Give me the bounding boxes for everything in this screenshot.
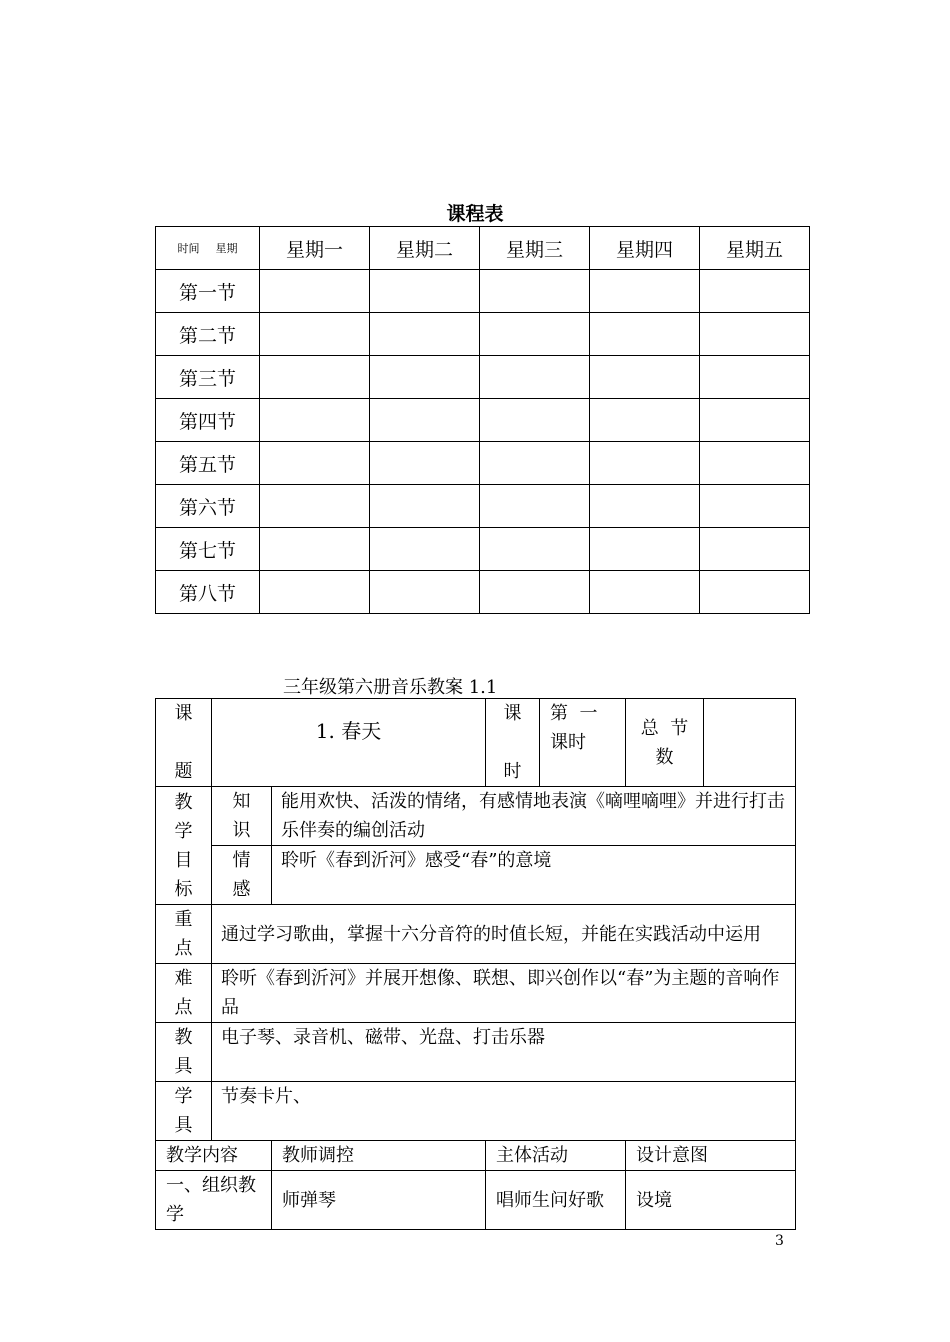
schedule-cell xyxy=(480,485,590,528)
schedule-cell xyxy=(700,356,810,399)
goals-label-char: 目 xyxy=(174,849,193,871)
schedule-row xyxy=(156,399,810,442)
difficult-label-char: 难 xyxy=(174,968,193,989)
schedule-cell xyxy=(480,442,590,485)
schedule-cell xyxy=(590,485,700,528)
schedule-row xyxy=(156,356,810,399)
period-label: 第七节 xyxy=(156,528,260,571)
schedule-cell xyxy=(590,270,700,313)
schedule-cell xyxy=(480,571,590,614)
schedule-header-row xyxy=(156,227,810,270)
goals-label xyxy=(156,787,212,905)
schedule-cell xyxy=(260,399,370,442)
schedule-cell xyxy=(370,571,480,614)
hours-label xyxy=(486,699,540,787)
schedule-row xyxy=(156,528,810,571)
goals-label-char: 标 xyxy=(174,878,193,900)
period-label: 第五节 xyxy=(156,442,260,485)
schedule-cell xyxy=(370,485,480,528)
activity-cell: 设境 xyxy=(626,1171,796,1230)
day-header: 星期三 xyxy=(480,227,590,270)
topic-row xyxy=(156,699,796,787)
activity-row xyxy=(156,1171,796,1230)
goals-knowledge-row xyxy=(156,787,796,846)
teacher-tools-text: 电子琴、录音机、磁带、光盘、打击乐器 xyxy=(212,1023,796,1082)
column-header: 设计意图 xyxy=(626,1141,796,1171)
schedule-row xyxy=(156,485,810,528)
activity-cell: 唱师生问好歌 xyxy=(486,1171,626,1230)
emotion-label-char: 感 xyxy=(232,879,251,900)
schedule-cell xyxy=(480,356,590,399)
schedule-cell xyxy=(480,399,590,442)
schedule-cell xyxy=(700,528,810,571)
student-tools-label-char: 学 xyxy=(174,1086,193,1107)
topic-label-char: 课 xyxy=(174,703,193,724)
schedule-cell xyxy=(480,313,590,356)
column-header: 教学内容 xyxy=(156,1141,272,1171)
schedule-row xyxy=(156,442,810,485)
hours-label-char: 时 xyxy=(503,761,522,782)
lesson-plan-table xyxy=(155,698,796,1230)
total-label-line2: 数 xyxy=(655,746,674,768)
schedule-cell xyxy=(480,528,590,571)
difficult-points-label xyxy=(156,964,212,1023)
hours-value-line1: 第 一 xyxy=(550,703,598,724)
period-label: 第六节 xyxy=(156,485,260,528)
schedule-row xyxy=(156,571,810,614)
goals-emotion-row xyxy=(156,846,796,905)
total-hours-label xyxy=(626,699,704,787)
lesson-title: 1. 春天 xyxy=(212,699,486,787)
corner-week-label: 星期 xyxy=(215,242,238,255)
schedule-cell xyxy=(590,399,700,442)
schedule-cell xyxy=(480,270,590,313)
schedule-row xyxy=(156,270,810,313)
spacer xyxy=(158,728,209,757)
teacher-tools-label-char: 教 xyxy=(174,1027,193,1048)
goals-label-char: 教 xyxy=(174,791,193,813)
schedule-cell xyxy=(700,442,810,485)
spacer xyxy=(488,728,537,757)
goals-label-char: 学 xyxy=(174,820,193,842)
student-tools-text: 节奏卡片、 xyxy=(212,1082,796,1141)
schedule-cell xyxy=(590,571,700,614)
hours-value xyxy=(540,699,626,787)
total-label-line1: 总 节 xyxy=(640,717,689,739)
emotion-label-char: 情 xyxy=(232,850,251,871)
schedule-cell xyxy=(260,442,370,485)
schedule-cell xyxy=(260,270,370,313)
knowledge-label-char: 知 xyxy=(232,791,251,812)
schedule-cell xyxy=(370,528,480,571)
schedule-cell xyxy=(260,571,370,614)
emotion-label xyxy=(212,846,272,905)
schedule-cell xyxy=(700,571,810,614)
activity-header-row xyxy=(156,1141,796,1171)
teacher-tools-row xyxy=(156,1023,796,1082)
schedule-corner-cell xyxy=(156,227,260,270)
topic-label xyxy=(156,699,212,787)
knowledge-goal-text: 能用欢快、活泼的情绪，有感情地表演《嘀哩嘀哩》并进行打击乐伴奏的编创活动 xyxy=(272,787,796,846)
schedule-cell xyxy=(700,313,810,356)
schedule-cell xyxy=(370,270,480,313)
day-header: 星期二 xyxy=(370,227,480,270)
schedule-cell xyxy=(260,356,370,399)
topic-label-char: 题 xyxy=(174,761,193,782)
period-label: 第三节 xyxy=(156,356,260,399)
period-label: 第八节 xyxy=(156,571,260,614)
difficult-points-row xyxy=(156,964,796,1023)
activity-cell: 一、组织教学 xyxy=(156,1171,272,1230)
knowledge-label-char: 识 xyxy=(232,820,251,841)
schedule-cell xyxy=(260,528,370,571)
day-header: 星期五 xyxy=(700,227,810,270)
teacher-tools-label-char: 具 xyxy=(174,1056,193,1077)
column-header: 教师调控 xyxy=(272,1141,486,1171)
day-header: 星期一 xyxy=(260,227,370,270)
schedule-cell xyxy=(370,442,480,485)
schedule-cell xyxy=(370,313,480,356)
schedule-row xyxy=(156,313,810,356)
key-points-row xyxy=(156,905,796,964)
schedule-cell xyxy=(590,356,700,399)
difficult-points-text: 聆听《春到沂河》并展开想像、联想、即兴创作以“春”为主题的音响作品 xyxy=(212,964,796,1023)
schedule-cell xyxy=(260,485,370,528)
schedule-cell xyxy=(700,485,810,528)
schedule-cell xyxy=(700,270,810,313)
key-label-char: 点 xyxy=(174,938,193,959)
day-header: 星期四 xyxy=(590,227,700,270)
schedule-cell xyxy=(590,442,700,485)
period-label: 第四节 xyxy=(156,399,260,442)
schedule-cell xyxy=(590,313,700,356)
schedule-cell xyxy=(700,399,810,442)
schedule-title: 课程表 xyxy=(446,203,504,225)
schedule-cell xyxy=(590,528,700,571)
key-points-text: 通过学习歌曲，掌握十六分音符的时值长短，并能在实践活动中运用 xyxy=(212,905,796,964)
schedule-cell xyxy=(370,356,480,399)
total-hours-value xyxy=(704,699,796,787)
activity-cell: 师弹琴 xyxy=(272,1171,486,1230)
key-points-label xyxy=(156,905,212,964)
hours-value-line2: 课时 xyxy=(550,732,587,753)
lesson-plan-title: 三年级第六册音乐教案 1.1 xyxy=(283,677,498,698)
schedule-cell xyxy=(370,399,480,442)
difficult-label-char: 点 xyxy=(174,997,193,1018)
column-header: 主体活动 xyxy=(486,1141,626,1171)
knowledge-label xyxy=(212,787,272,846)
schedule-cell xyxy=(260,313,370,356)
student-tools-label xyxy=(156,1082,212,1141)
period-label: 第一节 xyxy=(156,270,260,313)
student-tools-row xyxy=(156,1082,796,1141)
schedule-table xyxy=(155,226,810,614)
page-number: 3 xyxy=(775,1233,784,1249)
period-label: 第二节 xyxy=(156,313,260,356)
teacher-tools-label xyxy=(156,1023,212,1082)
student-tools-label-char: 具 xyxy=(174,1115,193,1136)
corner-time-label: 时间 xyxy=(177,242,200,255)
key-label-char: 重 xyxy=(174,909,193,930)
emotion-goal-text: 聆听《春到沂河》感受“春”的意境 xyxy=(272,846,796,905)
hours-label-char: 课 xyxy=(503,703,522,724)
